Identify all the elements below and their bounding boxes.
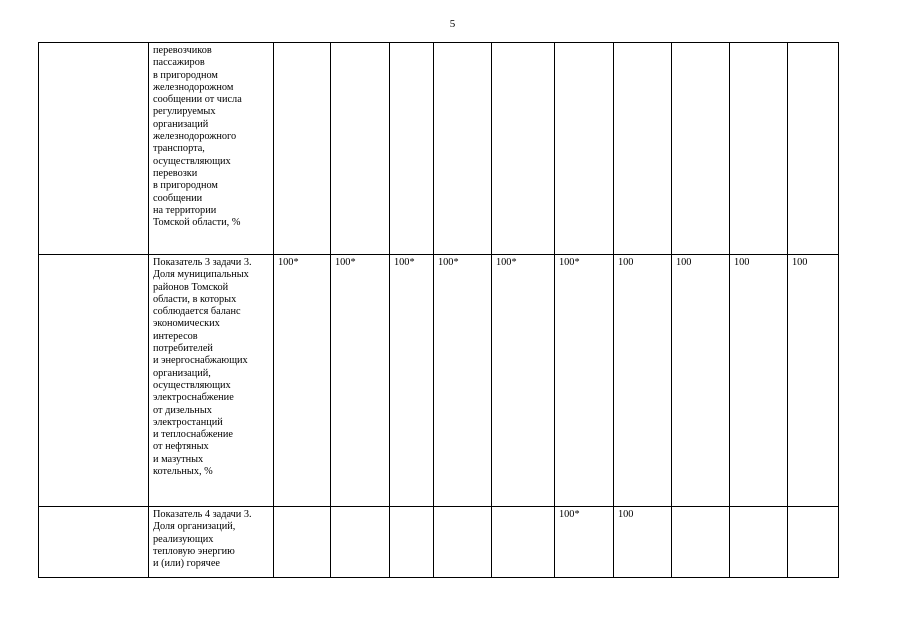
value-cell: 100*: [390, 255, 434, 507]
description-line: и мазутных: [153, 453, 204, 465]
value-cell: 100*: [492, 255, 555, 507]
description-line: на территории: [153, 204, 217, 216]
description-line: от нефтяных: [153, 441, 209, 453]
value-cell: [730, 43, 788, 255]
description-line: в пригородном: [153, 180, 218, 192]
description-line: перевозчиков: [153, 45, 212, 56]
value-cell: 100: [730, 255, 788, 507]
description-line: Показатель 3 задачи 3.: [153, 257, 252, 268]
empty-cell: [39, 43, 149, 255]
indicator-description: [149, 255, 274, 507]
value-cell: [555, 43, 614, 255]
value-cell: [434, 507, 492, 578]
description-line: организаций,: [153, 367, 211, 379]
value-cell: [614, 43, 672, 255]
table-row: [39, 255, 839, 507]
value-cell: 100*: [434, 255, 492, 507]
value-cell: [390, 43, 434, 255]
value-cell: [434, 43, 492, 255]
indicator-table: [38, 42, 839, 578]
value-cell: [331, 43, 390, 255]
description-line: и (или) горячее: [153, 558, 220, 570]
description-line: сообщении: [153, 192, 203, 204]
description-line: электроснабжение: [153, 392, 234, 404]
description-line: котельных, %: [153, 466, 213, 478]
description-line: электростанций: [153, 416, 223, 428]
description-line: и теплоснабжение: [153, 429, 233, 441]
description-line: в пригородном: [153, 69, 218, 81]
value-cell: [390, 507, 434, 578]
value-cell: [331, 507, 390, 578]
description-line: потребителей: [153, 343, 213, 355]
value-cell: 100*: [555, 255, 614, 507]
description-line: и энергоснабжающих: [153, 355, 248, 367]
description-line: транспорта,: [153, 143, 205, 155]
value-cell: 100: [614, 507, 672, 578]
indicator-description: [149, 507, 274, 578]
value-cell: 100: [788, 255, 839, 507]
value-cell: 100*: [555, 507, 614, 578]
empty-cell: [39, 255, 149, 507]
value-cell: [730, 507, 788, 578]
description-line: перевозки: [153, 167, 198, 179]
value-cell: [672, 43, 730, 255]
table-row: [39, 507, 839, 578]
value-cell: 100*: [331, 255, 390, 507]
description-line: Доля организаций,: [153, 521, 236, 533]
description-line: осуществляющих: [153, 155, 231, 167]
description-line: интересов: [153, 330, 198, 342]
value-cell: 100*: [274, 255, 331, 507]
value-cell: [274, 507, 331, 578]
value-cell: [788, 507, 839, 578]
description-line: сообщении от числа: [153, 94, 242, 106]
table-row: [39, 43, 839, 255]
description-line: области, в которых: [153, 293, 237, 305]
value-cell: 100: [614, 255, 672, 507]
description-line: железнодорожного: [153, 131, 237, 143]
value-cell: [274, 43, 331, 255]
description-line: Показатель 4 задачи 3.: [153, 509, 252, 520]
description-line: районов Томской: [153, 281, 229, 293]
description-line: соблюдается баланс: [153, 306, 241, 318]
description-line: организаций: [153, 118, 209, 130]
table-body: [39, 43, 839, 578]
description-line: осуществляющих: [153, 379, 231, 391]
description-line: от дизельных: [153, 404, 212, 416]
indicator-description: [149, 43, 274, 255]
description-line: Томской области, %: [153, 217, 241, 229]
description-line: тепловую энергию: [153, 545, 235, 557]
description-line: реализующих: [153, 533, 214, 545]
description-line: Доля муниципальных: [153, 269, 249, 281]
description-line: регулируемых: [153, 106, 216, 118]
value-cell: [492, 43, 555, 255]
description-line: экономических: [153, 318, 220, 330]
description-line: пассажиров: [153, 57, 205, 69]
value-cell: [492, 507, 555, 578]
empty-cell: [39, 507, 149, 578]
value-cell: [672, 507, 730, 578]
value-cell: 100: [672, 255, 730, 507]
value-cell: [788, 43, 839, 255]
description-line: железнодорожном: [153, 81, 234, 93]
page-number: 5: [449, 18, 456, 30]
